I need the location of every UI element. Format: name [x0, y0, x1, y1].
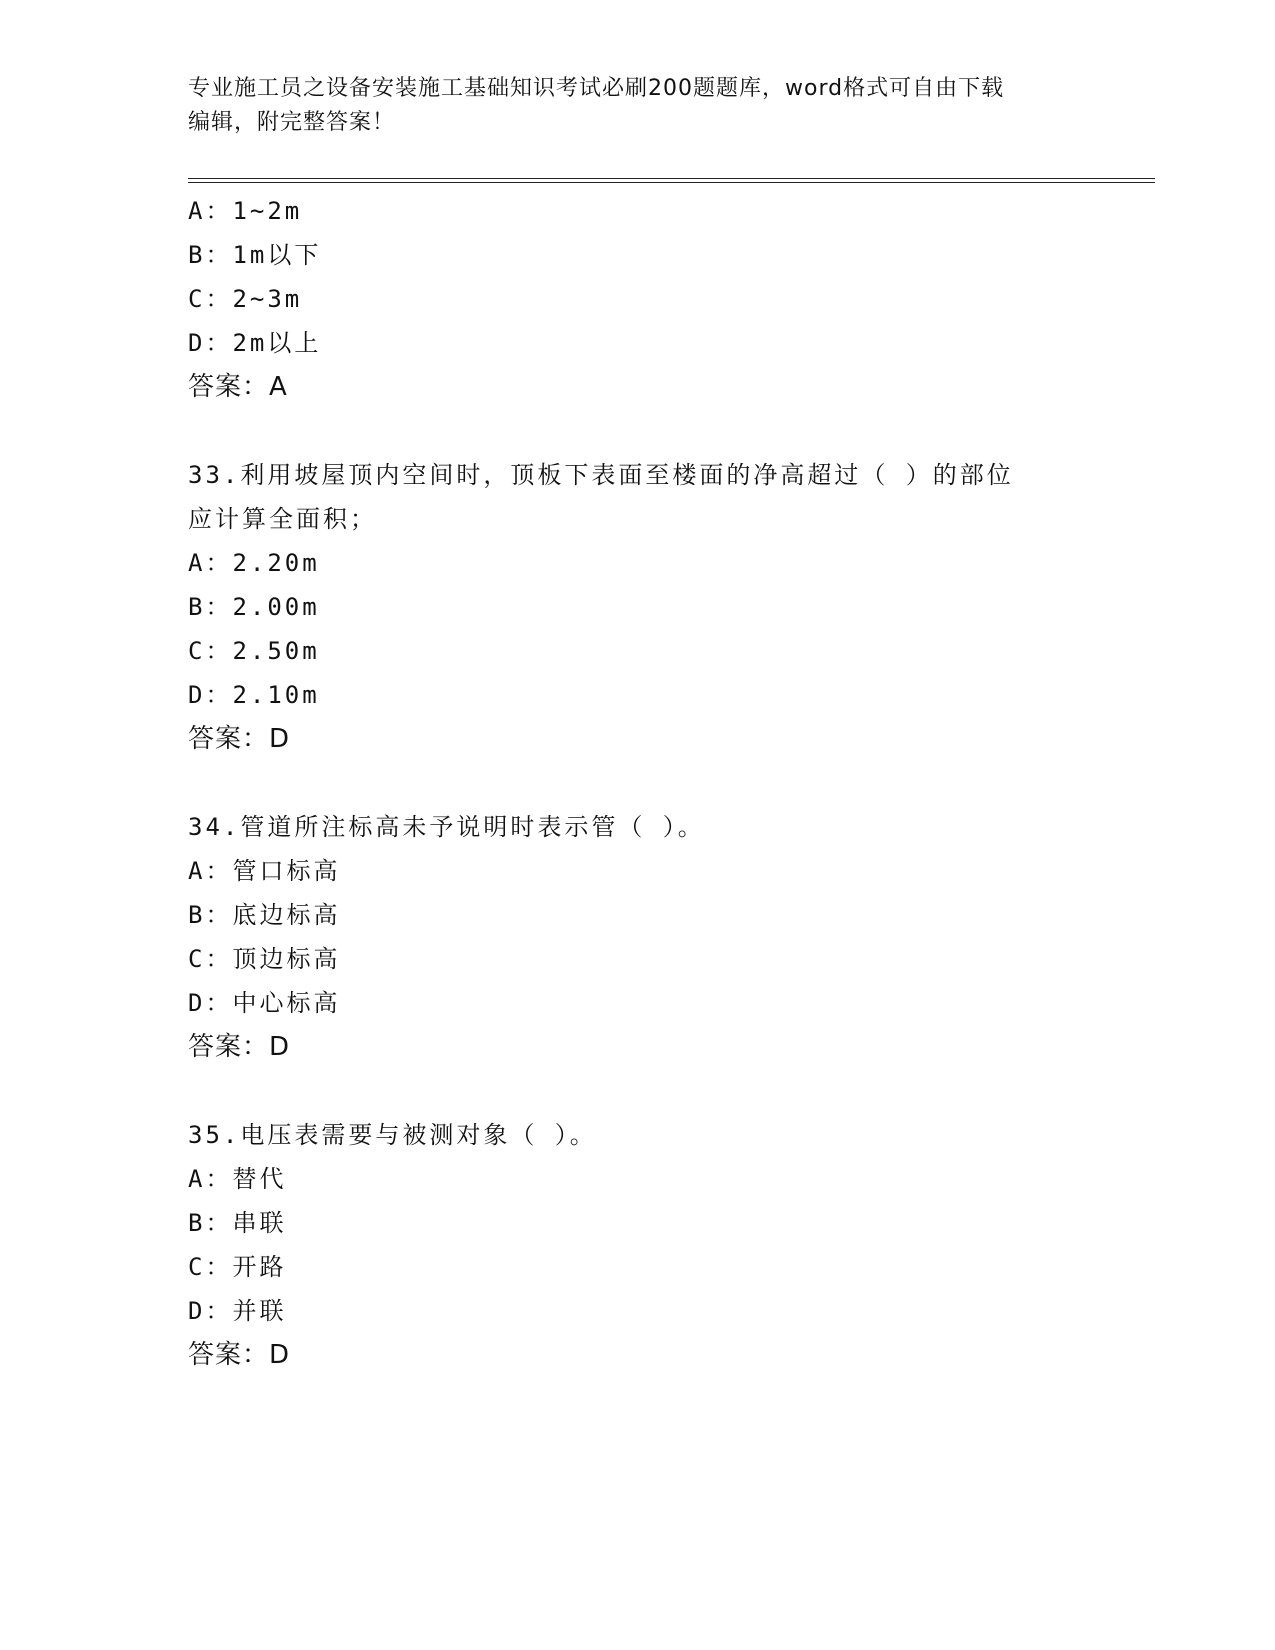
- q35-option-c: C：开路: [188, 1253, 287, 1281]
- header-line-2: 编辑，附完整答案！: [188, 110, 396, 135]
- q32-answer: 答案：A: [188, 372, 288, 402]
- q34-option-a: A：管口标高: [188, 857, 341, 885]
- q32-option-d: D：2m以上: [188, 329, 322, 357]
- document-header: [188, 72, 1088, 140]
- q34-option-c: C：顶边标高: [188, 945, 341, 973]
- q35-stem: 35.电压表需要与被测对象（ ）。: [188, 1121, 597, 1149]
- header-rule-top: [188, 178, 1155, 179]
- header-line-1: 专业施工员之设备安装施工基础知识考试必刷200题题库，word格式可自由下载: [188, 76, 1005, 101]
- q34-answer: 答案：D: [188, 1032, 291, 1062]
- q32-option-b: B：1m以下: [188, 241, 322, 269]
- q34-option-b: B：底边标高: [188, 901, 341, 929]
- q34-stem: 34.管道所注标高未予说明时表示管（ ）。: [188, 813, 705, 841]
- q33-stem-line-1: 33.利用坡屋顶内空间时，顶板下表面至楼面的净高超过（ ）的部位: [188, 461, 1014, 489]
- q33-option-d: D：2.10m: [188, 681, 320, 709]
- q33-option-b: B：2.00m: [188, 593, 320, 621]
- header-rule-bottom: [188, 182, 1155, 183]
- q32-option-a: A：1~2m: [188, 197, 303, 225]
- q33-stem-line-2: 应计算全面积；: [188, 505, 377, 533]
- q35-answer: 答案：D: [188, 1340, 291, 1370]
- q35-option-a: A：替代: [188, 1165, 287, 1193]
- q33-answer: 答案：D: [188, 724, 291, 754]
- q32-option-c: C：2~3m: [188, 285, 303, 313]
- q33-option-a: A：2.20m: [188, 549, 320, 577]
- q34-option-d: D：中心标高: [188, 989, 341, 1017]
- q35-option-d: D：并联: [188, 1297, 287, 1325]
- q33-option-c: C：2.50m: [188, 637, 320, 665]
- q35-option-b: B：串联: [188, 1209, 287, 1237]
